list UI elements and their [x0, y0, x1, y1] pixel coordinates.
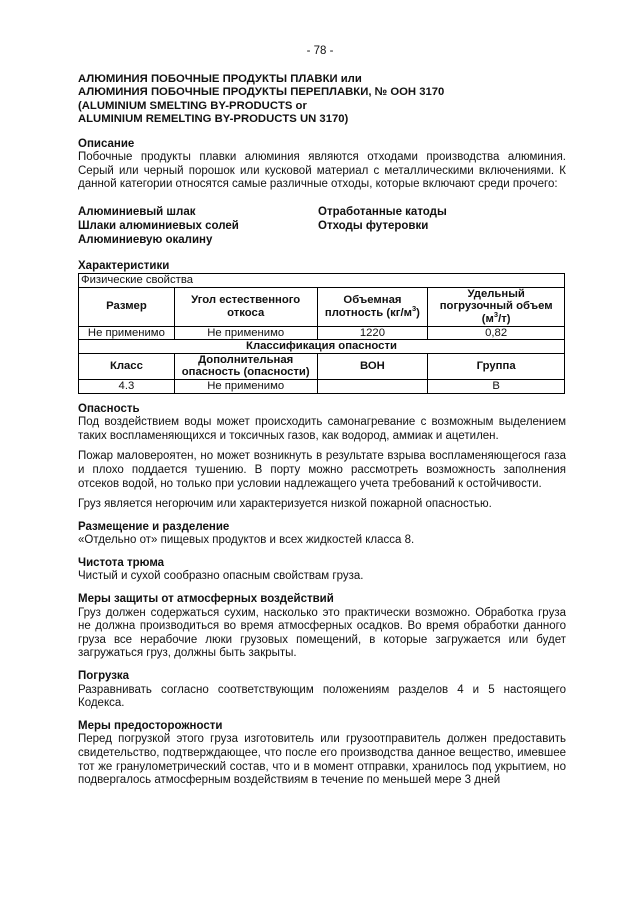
section-heading: Размещение и разделение: [78, 520, 230, 533]
title-line: (ALUMINIUM SMELTING BY-PRODUCTS or: [78, 99, 307, 112]
table-header-row: [79, 353, 565, 379]
title-line: АЛЮМИНИЯ ПОБОЧНЫЕ ПРОДУКТЫ ПЕРЕПЛАВКИ, № ООН 3170: [78, 86, 445, 99]
categories-column-1: [78, 205, 318, 248]
value-volume: 0,82: [428, 326, 565, 340]
table-row: [79, 326, 565, 340]
category-item: Отработанные катоды: [318, 206, 447, 218]
precautions-section: [78, 720, 566, 788]
value-group: B: [428, 379, 565, 393]
superscript: 3: [412, 303, 417, 313]
section-heading: Меры защиты от атмосферных воздействий: [78, 593, 334, 606]
header-size: Размер: [79, 287, 175, 326]
description-section: [78, 138, 566, 192]
header-density: [317, 287, 428, 326]
hazard-text-2: Пожар маловероятен, но может возникнуть в результате взрыва воспламеняющегося газа и плохо поддается тушению. В порту можно рассмотреть возможность заполнения отсеков водой, но только при условии надлежащего учета требований к остойчивости.: [78, 450, 566, 490]
classification-label: Классификация опасности: [79, 340, 565, 354]
value-angle: Не применимо: [174, 326, 317, 340]
characteristics-section: [78, 260, 566, 394]
value-density: 1220: [317, 326, 428, 340]
value-size: Не применимо: [79, 326, 175, 340]
title-line: АЛЮМИНИЯ ПОБОЧНЫЕ ПРОДУКТЫ ПЛАВКИ или: [78, 73, 362, 85]
hazard-section: [78, 403, 566, 512]
hazard-text-1: Под воздействием воды может происходить самонагревание с возможным выделением таких воспламеняющихся и токсичных газов, как водород, аммиак и ацетилен.: [78, 416, 566, 442]
loading-section: [78, 670, 566, 711]
document-title: [78, 73, 566, 127]
section-heading: Опасность: [78, 402, 140, 415]
weather-section: [78, 593, 566, 661]
page-number: - 78 -: [306, 45, 334, 57]
table-row: [79, 379, 565, 393]
section-heading: Характеристики: [78, 259, 170, 272]
section-heading: Погрузка: [78, 670, 130, 683]
hazard-text-3: Груз является негорючим или характеризуется низкой пожарной опасностью.: [78, 498, 492, 511]
header-angle: Угол естественного откоса: [174, 287, 317, 326]
header-volume-close: /т): [498, 312, 511, 325]
title-line: ALUMINIUM REMELTING BY-PRODUCTS UN 3170): [78, 113, 349, 126]
stowage-text: «Отдельно от» пищевых продуктов и всех жидкостей класса 8.: [78, 534, 415, 547]
document-body: [78, 73, 566, 796]
stowage-section: [78, 521, 566, 548]
section-heading: Чистота трюма: [78, 556, 165, 569]
category-item: Алюминиевую окалину: [78, 234, 213, 247]
categories-list: [78, 205, 566, 248]
table-header-row: [79, 287, 565, 326]
header-volume: [428, 287, 565, 326]
header-mhb: ВОН: [317, 353, 428, 379]
characteristics-table: [78, 273, 565, 393]
hold-section: [78, 557, 566, 584]
hold-text: Чистый и сухой сообразно опасным свойствам груза.: [78, 570, 364, 583]
categories-column-2: [318, 205, 447, 248]
header-density-text: Объемная плотность (кг/м: [324, 294, 412, 319]
section-heading: Описание: [78, 137, 135, 150]
value-mhb: [317, 379, 428, 393]
superscript: 3: [493, 310, 499, 320]
header-subsidiary-risk: Дополнительная опасность (опасности): [174, 353, 317, 379]
value-class: 4.3: [79, 379, 175, 393]
physical-properties-label: Физические свойства: [79, 274, 565, 288]
section-heading: Меры предосторожности: [78, 719, 223, 732]
category-item: Алюминиевый шлак: [78, 206, 196, 218]
header-group: Группа: [428, 353, 565, 379]
value-subsidiary-risk: Не применимо: [174, 379, 317, 393]
category-item: Шлаки алюминиевых солей: [78, 220, 239, 233]
precautions-text: Перед погрузкой этого груза изготовитель или грузоотправитель должен предоставить свидетельство, подтверждающее, что после его производства данное вещество, имевшее тот же гранулометрический состав, что и в момент отправки, хранилось под укрытием, но подвергалось атмосферным воздействиям в течение по меньшей мере 3 дней: [78, 733, 566, 787]
header-class: Класс: [79, 353, 175, 379]
loading-text: Разравнивать согласно соответствующим положениям разделов 4 и 5 настоящего Кодекса.: [78, 683, 566, 710]
header-density-close: ): [416, 306, 420, 319]
weather-text: Груз должен содержаться сухим, насколько это практически возможно. Обработка груза не должна производиться во время атмосферных осадков. Во время обработки данного груза все нерабочие люки грузовых помещений, в которые загружается или будет загружаться груз, должны быть закрыты.: [78, 606, 566, 660]
header-volume-text: Удельный погрузочный объем (м: [439, 287, 553, 325]
description-text: Побочные продукты плавки алюминия являются отходами производства алюминия. Серый или черный порошок или кусковой материал с металлическими включениями. К данной категории относятся самые различные отходы, которые включают среди прочего:: [78, 151, 566, 191]
category-item: Отходы футеровки: [318, 220, 429, 233]
